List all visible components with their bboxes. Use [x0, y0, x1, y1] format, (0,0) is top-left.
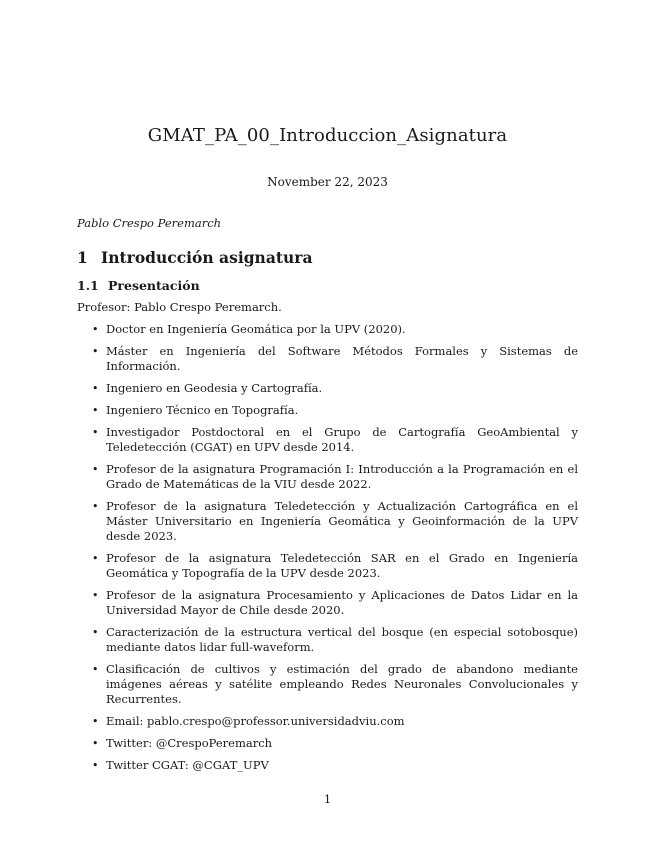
list-item-text: Profesor de la asignatura Procesamiento y Aplicaciones de Datos Lidar en la Universidad Mayor de Chile desde 2020. — [106, 588, 578, 617]
bullet-icon: • — [92, 404, 99, 417]
list-item-text: Profesor de la asignatura Teledetección SAR en el Grado en Ingeniería Geomática y Topografía de la UPV desde 2023. — [106, 551, 578, 580]
bullet-icon: • — [92, 345, 99, 358]
bullet-icon: • — [92, 759, 99, 772]
bullet-icon: • — [92, 382, 99, 395]
bullet-icon: • — [92, 715, 99, 728]
list-item — [77, 714, 578, 729]
bullet-icon: • — [92, 663, 99, 676]
list-item-text: Clasificación de cultivos y estimación del grado de abandono mediante imágenes aéreas y satélite empleando Redes Neuronales Convolucionales y Recurrentes. — [106, 662, 578, 706]
list-item — [77, 625, 578, 655]
list-item-text: Ingeniero Técnico en Topografía. — [106, 403, 299, 417]
bullet-icon: • — [92, 500, 99, 513]
bullet-icon: • — [92, 426, 99, 439]
list-item-text: Profesor de la asignatura Programación I: Introducción a la Programación en el Grado de Matemáticas de la VIU desde 2022. — [106, 462, 578, 491]
list-item — [77, 758, 578, 773]
subsection-number: 1.1 — [77, 278, 99, 293]
list-item — [77, 381, 578, 396]
list-item-text: Email: pablo.crespo@professor.universidadviu.com — [106, 714, 405, 728]
list-item-text: Twitter: @CrespoPeremarch — [106, 736, 273, 750]
subsection-heading — [77, 278, 200, 293]
bullet-icon: • — [92, 737, 99, 750]
list-item — [77, 736, 578, 751]
list-item — [77, 551, 578, 581]
section-number: 1 — [77, 248, 88, 267]
bullet-icon: • — [92, 552, 99, 565]
bullet-icon: • — [92, 626, 99, 639]
list-item — [77, 499, 578, 544]
section-heading — [77, 248, 313, 267]
document-date: November 22, 2023 — [267, 175, 388, 189]
list-item-text: Doctor en Ingeniería Geomática por la UPV (2020). — [106, 322, 406, 336]
list-item — [77, 344, 578, 374]
subsection-title: Presentación — [108, 278, 200, 293]
list-item-text: Ingeniero en Geodesia y Cartografía. — [106, 381, 323, 395]
list-item — [77, 662, 578, 707]
list-item — [77, 588, 578, 618]
bullet-icon: • — [92, 463, 99, 476]
list-item — [77, 425, 578, 455]
bullet-icon: • — [92, 323, 99, 336]
author-name: Pablo Crespo Peremarch — [77, 216, 222, 230]
list-item — [77, 322, 578, 337]
bullet-list — [77, 322, 578, 780]
list-item-text: Profesor de la asignatura Teledetección y Actualización Cartográfica en el Máster Universitario en Ingeniería Geomática y Geoinformación de la UPV desde 2023. — [106, 499, 578, 543]
section-title: Introducción asignatura — [101, 248, 313, 267]
list-item-text: Máster en Ingeniería del Software Métodos Formales y Sistemas de Información. — [106, 344, 578, 373]
list-item-text: Twitter CGAT: @CGAT_UPV — [106, 758, 269, 772]
intro-paragraph: Profesor: Pablo Crespo Peremarch. — [77, 300, 282, 314]
list-item-text: Caracterización de la estructura vertical del bosque (en especial sotobosque) mediante datos lidar full-waveform. — [106, 625, 578, 654]
document-title: GMAT_PA_00_Introduccion_Asignatura — [147, 125, 508, 146]
list-item-text: Investigador Postdoctoral en el Grupo de Cartografía GeoAmbiental y Teledetección (CGAT) en UPV desde 2014. — [106, 425, 578, 454]
bullet-icon: • — [92, 589, 99, 602]
list-item — [77, 462, 578, 492]
list-item — [77, 403, 578, 418]
page-number: 1 — [323, 792, 332, 806]
